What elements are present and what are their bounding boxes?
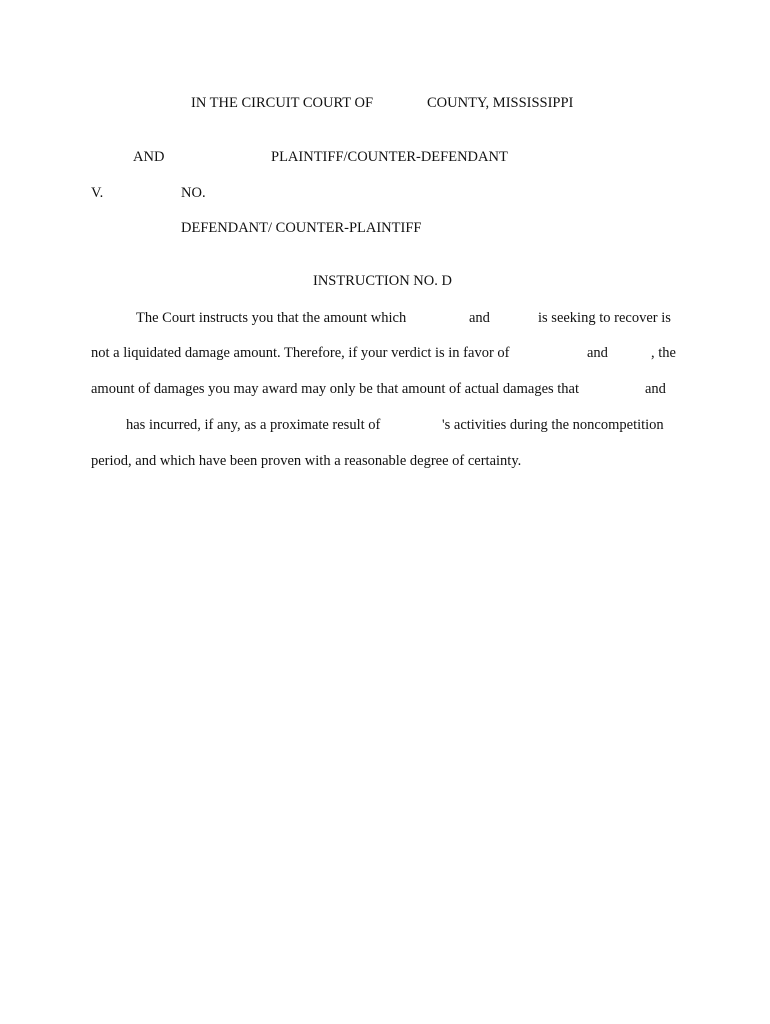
body-line-1-c: is seeking to recover is (538, 310, 671, 326)
body-line-4-a: has incurred, if any, as a proximate result of (126, 417, 381, 433)
defendant-label: DEFENDANT/ COUNTER-PLAINTIFF (181, 220, 422, 236)
body-line-3-b: and (645, 381, 666, 397)
body-line-3-a: amount of damages you may award may only be that amount of actual damages that (91, 381, 580, 397)
plaintiff-label: PLAINTIFF/COUNTER-DEFENDANT (271, 149, 508, 165)
body-line-2-c: , the (651, 345, 676, 361)
body-line-2-a: not a liquidated damage amount. Therefore, if your verdict is in favor of (91, 345, 510, 361)
versus-label: V. (91, 185, 104, 201)
court-caption-right: COUNTY, MISSISSIPPI (427, 95, 574, 111)
body-line-1-b: and (469, 310, 490, 326)
body-line-1-a: The Court instructs you that the amount which (136, 310, 407, 326)
body-line-5: period, and which have been proven with a reasonable degree of certainty. (91, 453, 522, 469)
body-line-2-b: and (587, 345, 608, 361)
body-line-4-b: 's activities during the noncompetition (442, 417, 664, 433)
case-number-label: NO. (181, 185, 206, 201)
instruction-title: INSTRUCTION NO. D (313, 273, 452, 289)
court-caption-left: IN THE CIRCUIT COURT OF (191, 95, 374, 111)
and-label: AND (133, 149, 165, 165)
